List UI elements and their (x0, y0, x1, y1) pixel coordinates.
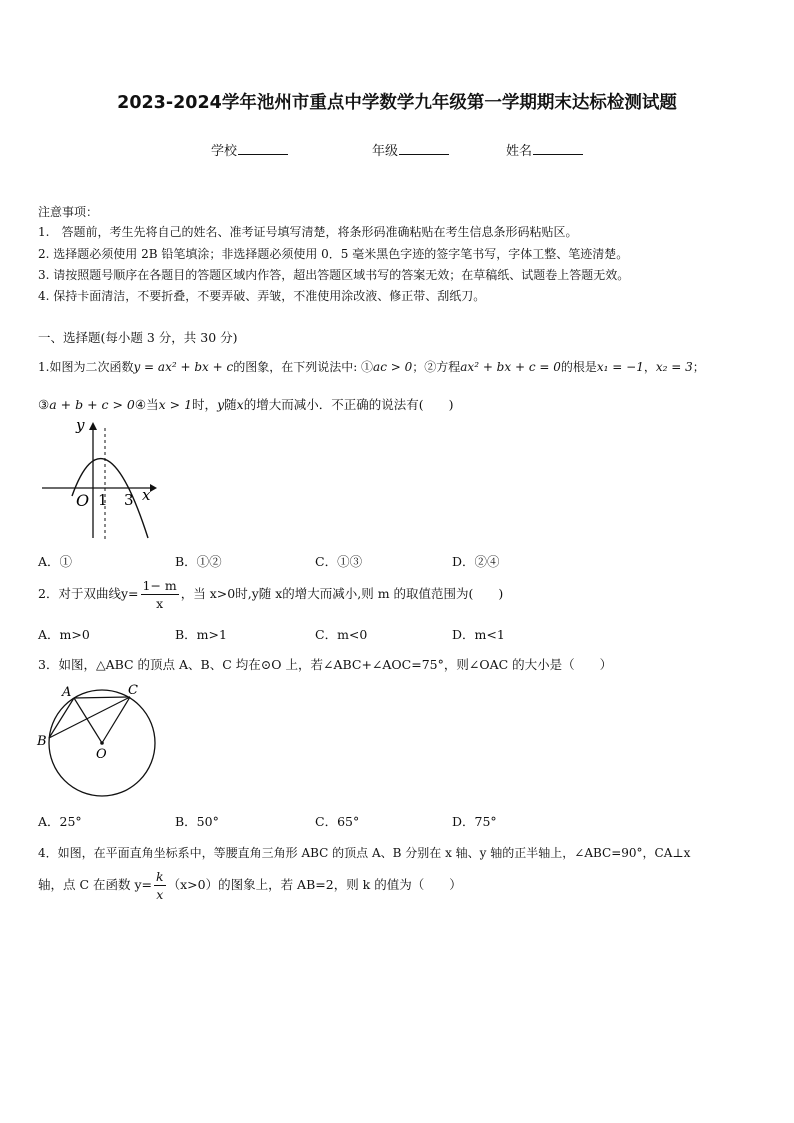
y-axis-arrow (89, 422, 97, 430)
q3-option-c[interactable]: C．65° (315, 814, 360, 829)
point-label-o: O (96, 747, 107, 762)
q4-denominator: x (156, 887, 164, 902)
segment-ac (74, 697, 130, 698)
x-axis-arrow (150, 484, 157, 492)
q1-var: y (217, 397, 225, 412)
section-heading: 一、选择题(每小题 3 分，共 30 分) (38, 330, 238, 345)
point-label-b: B (37, 734, 47, 749)
q1-text: 随 (224, 397, 237, 412)
school-label: 学校 (211, 144, 238, 159)
q1-condition-4: x > 1 (158, 397, 193, 412)
q1-expression: y = ax² + bx + c (133, 360, 234, 374)
notice-item-3: 3. 请按照题号顺序在各题目的答题区域内作答，超出答题区域书写的答案无效；在草稿纸、试题卷上答题无效。 (38, 268, 630, 282)
grade-field[interactable] (372, 140, 449, 159)
q1-option-c[interactable]: C．①③ (315, 554, 363, 569)
tick-label-3: 3 (124, 491, 134, 509)
q1-condition-3: a + b + c > 0 (49, 397, 135, 412)
school-field[interactable] (211, 140, 288, 159)
q1-line2 (38, 395, 453, 413)
q1-root-2: x₂ = 3 (655, 360, 693, 374)
q3-option-d[interactable]: D．75° (452, 814, 497, 829)
q2-option-a[interactable]: A．m>0 (38, 627, 90, 642)
name-label: 姓名 (506, 144, 533, 159)
q1-text: 1.如图为二次函数 (38, 360, 134, 374)
axis-label-x: x (142, 486, 151, 504)
notice-item-4: 4. 保持卡面清洁，不要折叠，不要弄破、弄皱，不准使用涂改液、修正带、刮纸刀。 (38, 289, 486, 303)
name-blank[interactable] (533, 141, 583, 155)
q4-numerator: k (156, 869, 164, 884)
grade-label: 年级 (372, 144, 399, 159)
grade-blank[interactable] (399, 141, 449, 155)
segment-oa (74, 698, 102, 743)
q3-circle-figure (34, 680, 164, 800)
q2-option-b[interactable]: B．m>1 (175, 627, 227, 642)
q1-condition-1: ac > 0 (373, 360, 413, 374)
q3-option-a[interactable]: A．25° (38, 814, 82, 829)
q1-text: ③ (38, 397, 50, 412)
q1-equation: ax² + bx + c = 0 (460, 360, 561, 374)
q1-option-b[interactable]: B．①② (175, 554, 222, 569)
notice-item-2: 2. 选择题必须使用 2B 铅笔填涂；非选择题必须使用 0．5 毫米黑色字迹的签字笔书写，字体工整、笔迹清楚。 (38, 247, 629, 261)
q1-line1 (38, 358, 705, 375)
q4-fraction (154, 868, 166, 903)
q1-text: 的增大而减小．不正确的说法有( ) (243, 397, 454, 412)
q3-text: 3．如图，△ABC 的顶点 A、B、C 均在⊙O 上，若∠ABC+∠AOC=75°，则∠OAC 的大小是（ ） (38, 657, 613, 672)
page-title: 2023-2024学年池州市重点中学数学九年级第一学期期末达标检测试题 (117, 93, 677, 113)
q1-root-1: x₁ = −1 (596, 360, 644, 374)
point-label-c: C (128, 683, 138, 698)
q2-text (38, 577, 503, 612)
q1-parabola-figure (38, 418, 158, 543)
q2-option-d[interactable]: D．m<1 (452, 627, 505, 642)
q2-numerator: 1− m (142, 578, 177, 593)
q1-text: ④当 (134, 397, 159, 412)
q4-text-part: （x>0）的图象上，若 AB=2，则 k 的值为（ ） (167, 877, 462, 892)
origin-label: O (76, 491, 90, 510)
q2-option-c[interactable]: C．m<0 (315, 627, 368, 642)
school-blank[interactable] (238, 141, 288, 155)
q3-option-b[interactable]: B．50° (175, 814, 219, 829)
q1-text: ；②方程 (412, 360, 461, 374)
notice-item-1: 1. 答题前，考生先将自己的姓名、准考证号填写清楚，将条形码准确粘贴在考生信息条形码粘贴区。 (38, 225, 578, 239)
q1-option-a[interactable]: A．① (38, 554, 73, 569)
q4-line1: 4．如图，在平面直角坐标系中，等腰直角三角形 ABC 的顶点 A、B 分别在 x 轴、y 轴的正半轴上，∠ABC=90°，CA⊥x (38, 846, 691, 860)
q2-text-part: 2．对于双曲线y= (38, 586, 139, 601)
q1-text: 时， (192, 397, 218, 412)
axis-label-y: y (76, 418, 85, 434)
q1-option-d[interactable]: D．②④ (452, 554, 500, 569)
notice-heading: 注意事项： (38, 205, 99, 219)
q1-var: x (236, 397, 244, 412)
q2-fraction (141, 577, 179, 612)
q1-text: 的图象，在下列说法中: ① (233, 360, 374, 374)
q4-text-part: 轴，点 C 在函数 y= (38, 877, 153, 892)
q1-text: ； (692, 360, 705, 374)
name-field[interactable] (506, 140, 583, 159)
center-point (100, 741, 104, 745)
q1-text: 的根是 (560, 360, 597, 374)
q1-text: ， (643, 360, 656, 374)
point-label-a: A (62, 685, 72, 700)
q4-line2 (38, 868, 462, 903)
tick-label-1: 1 (98, 491, 108, 509)
q2-text-part: ，当 x>0时,y随 x的增大而减小,则 m 的取值范围为( ) (180, 586, 504, 601)
q2-denominator: x (156, 596, 164, 611)
